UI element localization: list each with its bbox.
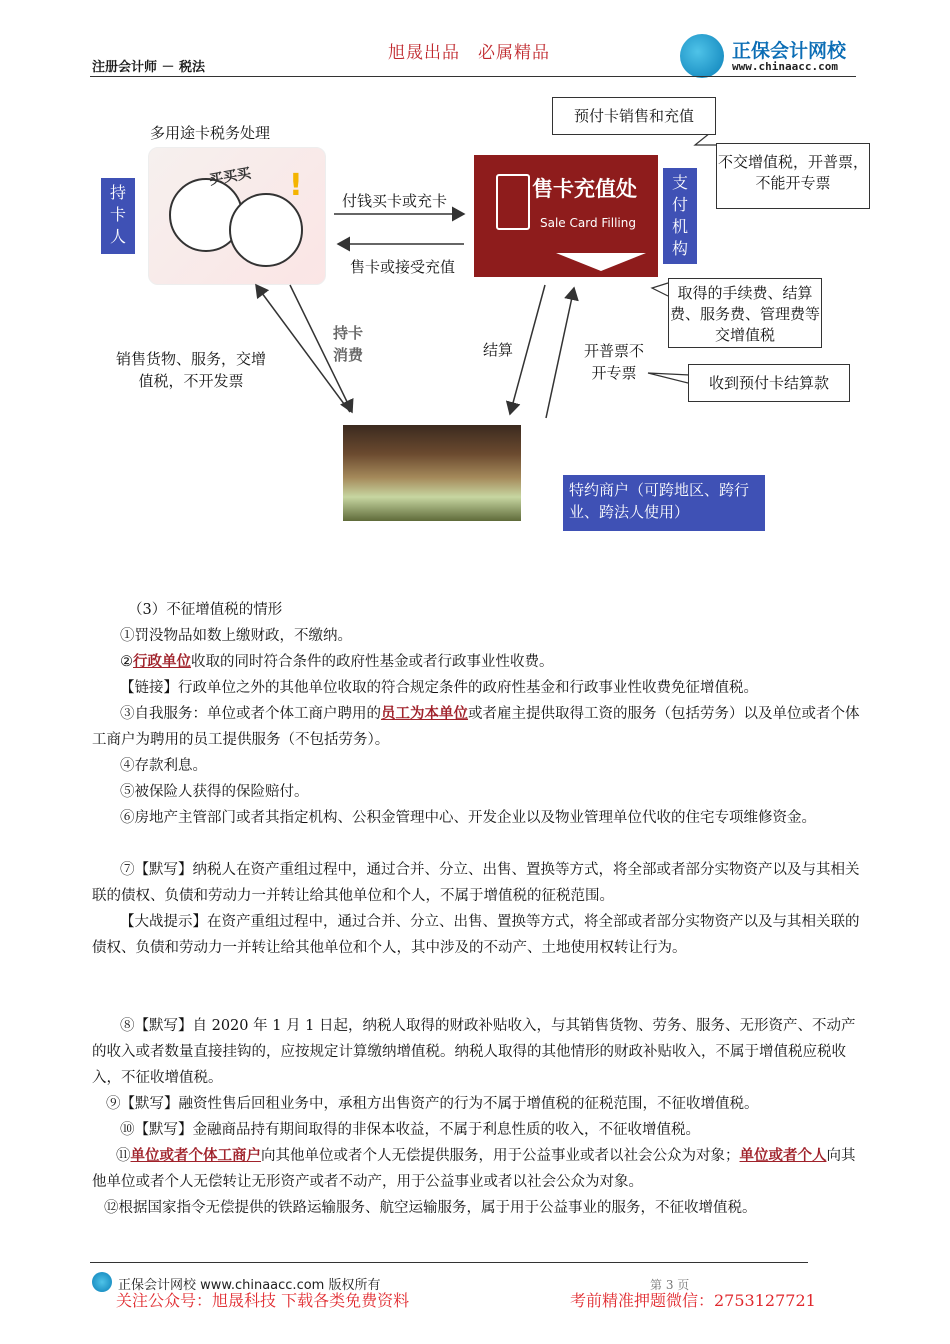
holder-consume-label: 持卡消费: [333, 324, 364, 364]
logo-url: www.chinaacc.com: [732, 60, 838, 73]
item-3-pre: ③自我服务：单位或者个体工商户聘用的: [120, 706, 381, 722]
exam-tip: 【大战提示】在资产重组过程中，通过合并、分立、出售、置换等方式，将全部或者部分实物资产以及与其相关联的债权、负债和劳动力一并转让给其他单位和个人，其中涉及的不动产、土地使用权转让行为。: [92, 914, 860, 956]
logo-name: 正保会计网校: [732, 40, 847, 62]
item-10: ⑩【默写】金融商品持有期间取得的非保本收益，不属于利息性质的收入，不征收增值税。: [120, 1122, 700, 1138]
item-12: ⑫根据国家指令无偿提供的铁路运输服务、航空运输服务，属于用于公益事业的服务，不征收增值税。: [104, 1200, 757, 1216]
section-heading: （3）不征增值税的情形: [128, 602, 283, 618]
cartoon-text: 买买买: [208, 165, 253, 189]
footer-copyright: 正保会计网校 www.chinaacc.com 版权所有: [118, 1278, 381, 1293]
item-3: [92, 701, 860, 753]
item-11-highlight-2: 单位或者个人: [739, 1147, 827, 1164]
footer-promo-right: 考前精准押题微信：2753127721: [570, 1291, 816, 1310]
link-note: 【链接】行政单位之外的其他单位收取的符合规定条件的政府性基金和行政事业性收费免征增值税。: [120, 680, 758, 696]
settlement-received-box: 收到预付卡结算款: [688, 364, 850, 402]
prepaid-sale-box: 预付卡销售和充值: [552, 97, 716, 135]
sales-vat-label: 销售货物、服务，交增值税，不开发票: [115, 350, 266, 390]
item-3-post: 或者雇主提供取得工资的服务（包括劳务）以及单位或者个体工商户为聘用的员工提供服务（不包括劳务）。: [92, 706, 860, 748]
item-1: ①罚没物品如数上缴财政，不缴纳。: [120, 628, 352, 644]
diagram-title: 多用途卡税务处理: [150, 124, 271, 142]
card-seller-english: Sale Card Filling: [540, 216, 636, 230]
buy-card-label: 付钱买卡或充卡: [342, 192, 448, 210]
header-course-title: 注册会计师 － 税法: [92, 60, 206, 75]
item-11-num: ⑪: [116, 1148, 131, 1164]
down-arrow-icon: [556, 253, 646, 273]
item-8: ⑧【默写】自 2020 年 1 月 1 日起，纳税人取得的财政补贴收入，与其销售货物、劳务、服务、无形资产、不动产的收入或者数量直接挂钩的，应按规定计算缴纳增值税。纳税人取得的其他情形的财政补贴收入，不属于增值税应税收入，不征收增值税。: [92, 1018, 856, 1086]
settlement-label: 结算: [483, 341, 514, 359]
invoice-note-label: 开普票不开专票: [583, 342, 644, 382]
item-11: [92, 1143, 860, 1195]
footer-divider: [90, 1262, 808, 1263]
header-slogan: 旭晟出品 必属精品: [388, 43, 550, 63]
item-7: ⑦【默写】纳税人在资产重组过程中，通过合并、分立、出售、置换等方式，将全部或者部分实物资产以及与其相关联的债权、负债和劳动力一并转让给其他单位和个人，不属于增值税的征税范围。: [92, 862, 860, 904]
page-number: 第 3 页: [650, 1278, 690, 1292]
item-3-highlight: 员工为本单位: [381, 705, 468, 722]
exclaim-icon: !: [289, 168, 303, 203]
card-seller-title: 售卡充值处: [532, 177, 637, 201]
merchant-label: 特约商户（可跨地区、跨行业、跨法人使用）: [563, 475, 765, 531]
sell-card-label: 售卡或接受充值: [350, 258, 456, 276]
footer-promo-left: 关注公众号：旭晟科技 下载各类免费资料: [116, 1291, 410, 1310]
item-2-text: 收取的同时符合条件的政府性基金或者行政事业性收费。: [191, 654, 554, 670]
item-9: ⑨【默写】融资性售后回租业务中，承租方出售资产的行为不属于增值税的征税范围，不征收增值税。: [106, 1096, 759, 1112]
item-6: ⑥房地产主管部门或者其指定机构、公积金管理中心、开发企业以及物业管理单位代收的住宅专项维修资金。: [120, 810, 816, 826]
item-11-text-1: 向其他单位或者个人无偿提供服务，用于公益事业或者以社会公众为对象；: [261, 1148, 740, 1164]
item-11-highlight-1: 单位或者个体工商户: [130, 1147, 261, 1164]
footer-logo-icon: [92, 1272, 112, 1292]
payment-org-text: 支付机构: [671, 173, 688, 258]
item-2: [92, 649, 888, 675]
fees-note-box: 取得的手续费、结算费、服务费、管理费等交增值税: [668, 278, 822, 348]
card-icon: [496, 174, 530, 230]
item-2-highlight: 行政单位: [133, 653, 191, 670]
holder-text: 持卡人: [109, 183, 126, 246]
payment-org-label: [663, 168, 697, 264]
item-4: ④存款利息。: [120, 758, 207, 774]
supermarket-photo: [343, 425, 521, 521]
no-vat-note-box: 不交增值税，开普票，不能开专票: [716, 143, 870, 209]
item-11-text-2: 向其他单位或者个人无偿转让无形资产或者不动产，用于公益事业或者以社会公众为对象。: [92, 1148, 856, 1190]
item-2-num: ②: [120, 654, 133, 670]
item-5: ⑤被保险人获得的保险赔付。: [120, 784, 309, 800]
